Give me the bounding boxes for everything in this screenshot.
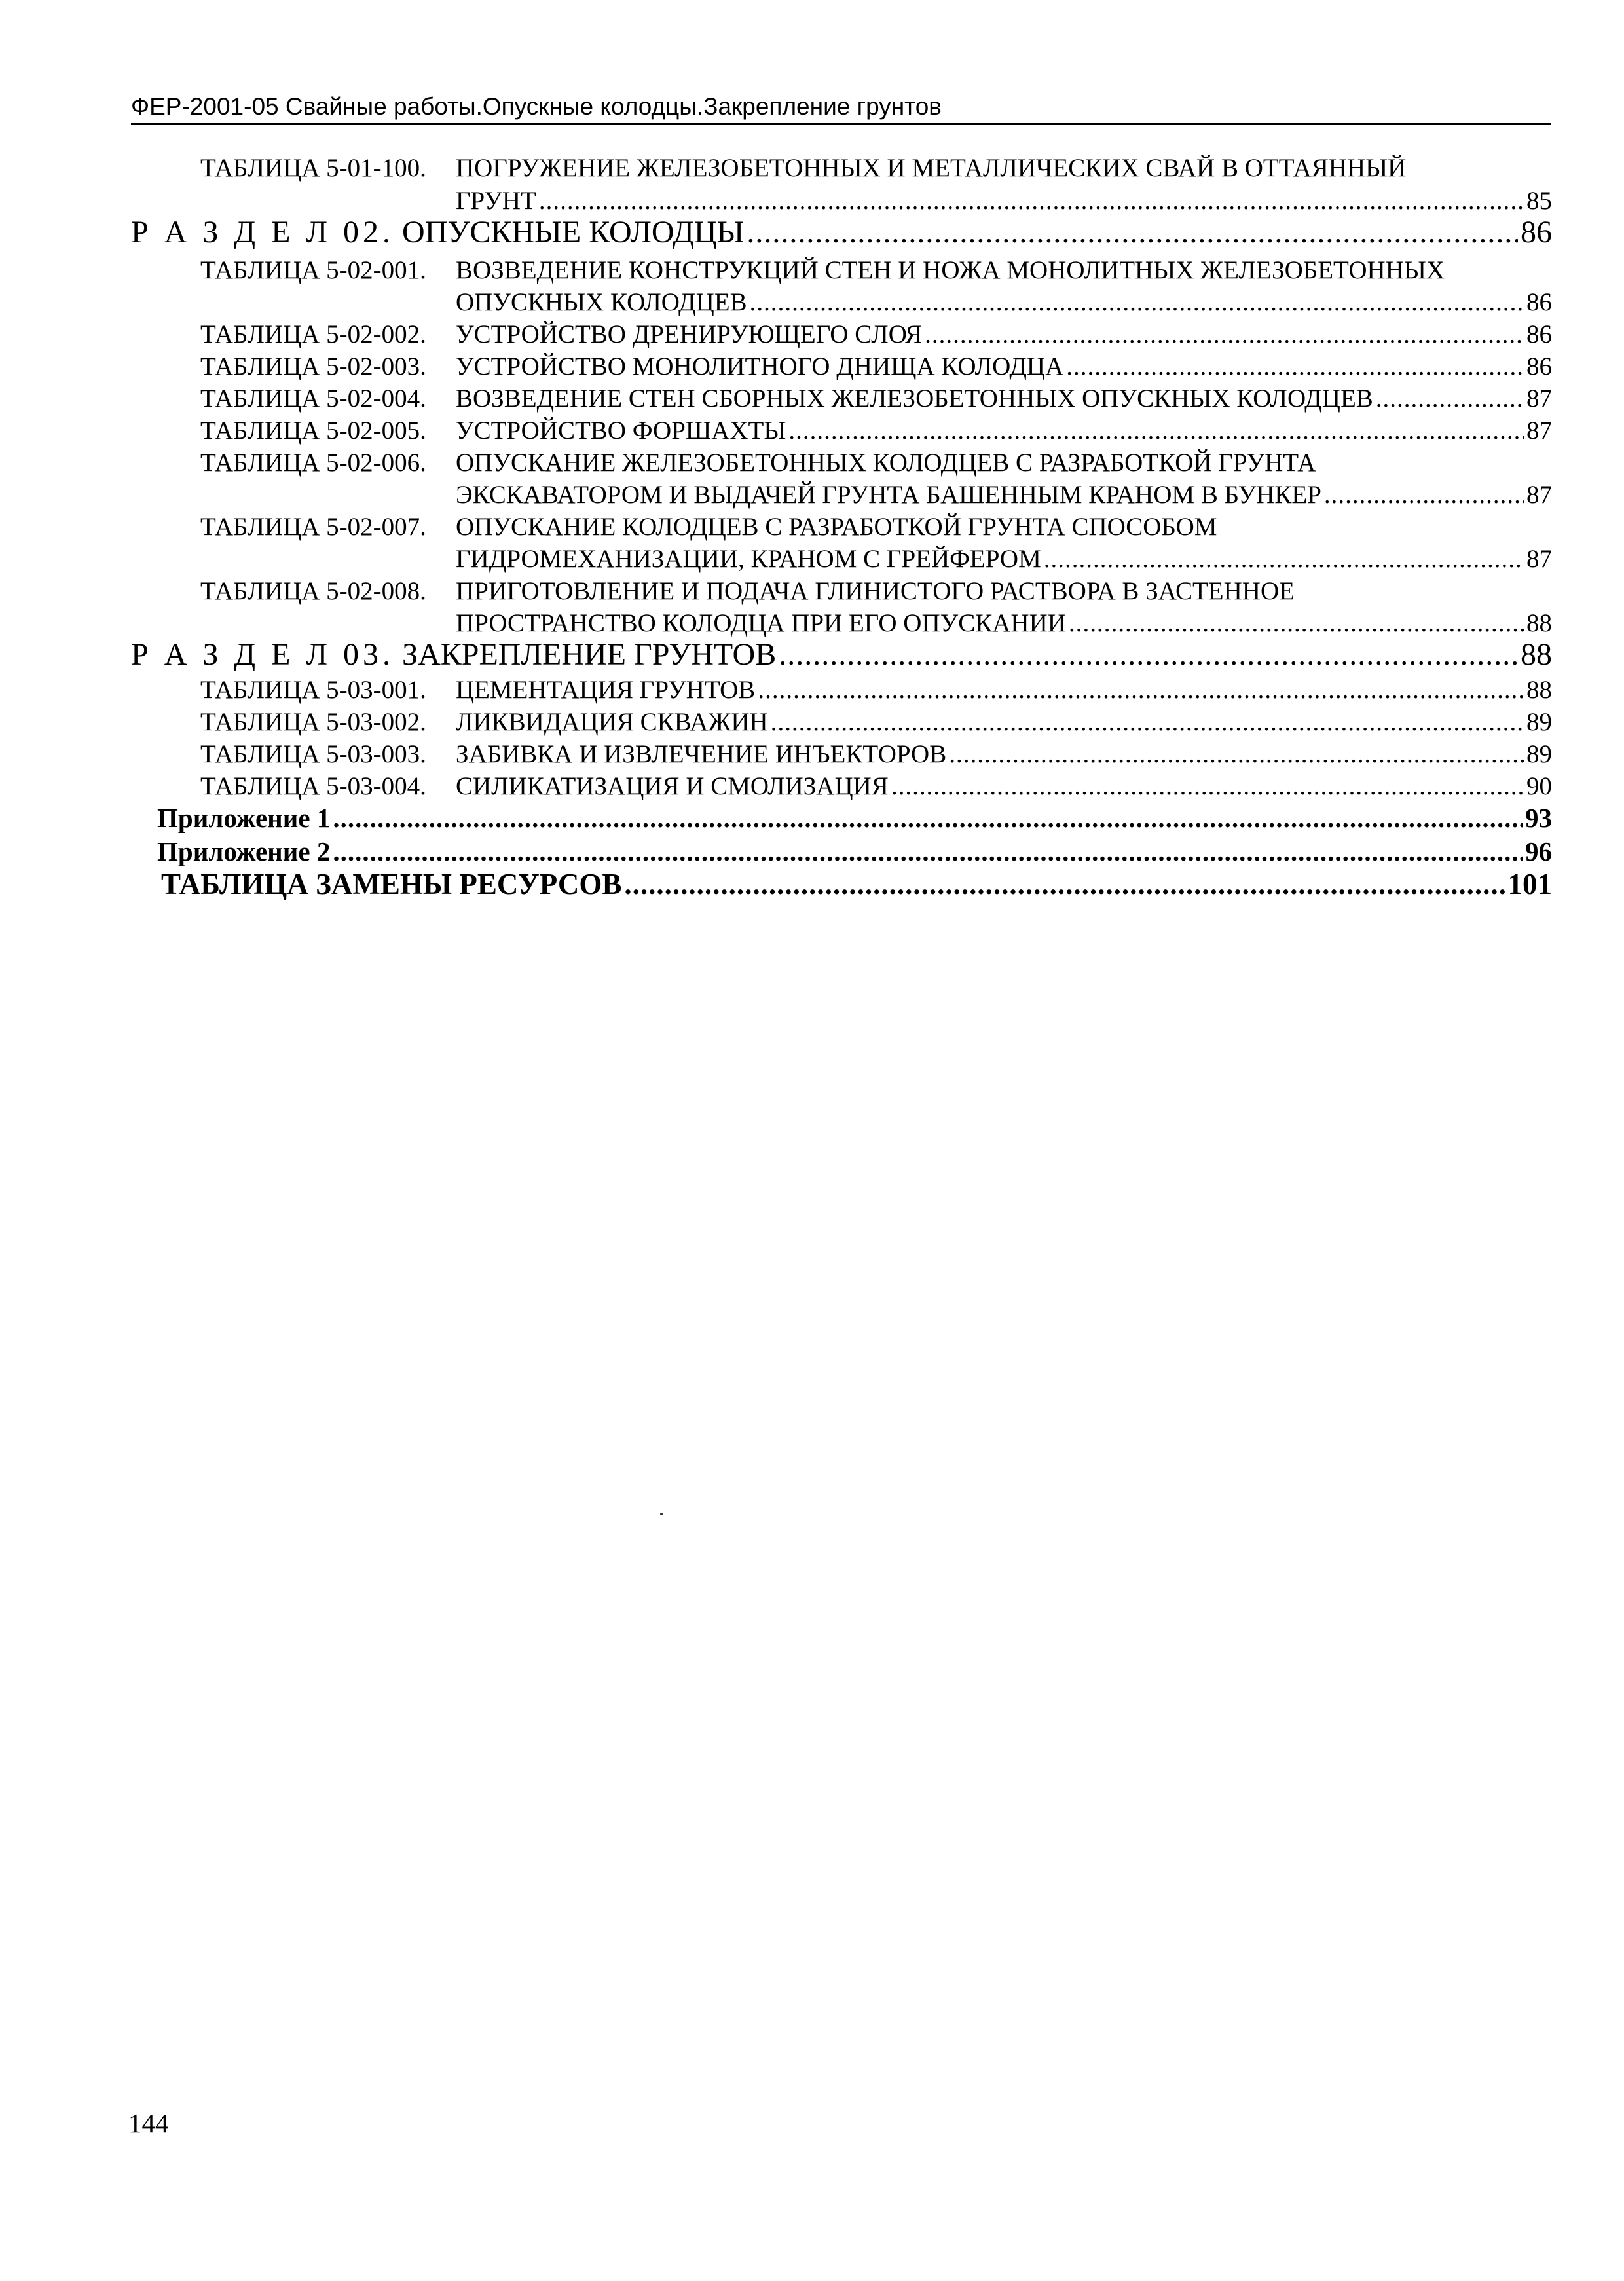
toc-page-number: 86 (1526, 320, 1552, 348)
dot-leader (891, 771, 1524, 802)
toc-table-code: ТАБЛИЦА 5-01-100. (200, 154, 426, 182)
scan-speck (660, 1513, 663, 1515)
toc-entry[interactable] (456, 415, 1552, 446)
toc-table-title-line: ЭКСКАВАТОРОМ И ВЫДАЧЕЙ ГРУНТА БАШЕННЫМ КРАНОМ В БУНКЕР (456, 481, 1321, 509)
toc-entry[interactable] (456, 383, 1552, 414)
toc-table-code: ТАБЛИЦА 5-02-002. (200, 320, 426, 348)
toc-page-number: 87 (1526, 481, 1552, 509)
toc-entry[interactable] (456, 544, 1552, 574)
toc-table-code: ТАБЛИЦА 5-02-003. (200, 352, 426, 380)
toc-table-title-line: ЗАБИВКА И ИЗВЛЕЧЕНИЕ ИНЪЕКТОРОВ (456, 740, 947, 768)
toc-table-title-line: ВОЗВЕДЕНИЕ КОНСТРУКЦИЙ СТЕН И НОЖА МОНОЛИТНЫХ ЖЕЛЕЗОБЕТОННЫХ (456, 256, 1445, 284)
page-number: 144 (128, 2108, 169, 2138)
toc-page-number: 88 (1526, 676, 1552, 704)
toc-page-number: 86 (1526, 352, 1552, 380)
toc-entry[interactable] (456, 479, 1552, 510)
section-label: Р А З Д Е Л 02. (131, 215, 395, 250)
toc-entry[interactable] (456, 739, 1552, 770)
toc-page-number: 86 (1521, 215, 1552, 250)
toc-table-code: ТАБЛИЦА 5-03-001. (200, 676, 426, 704)
toc-entry[interactable] (456, 707, 1552, 737)
toc-page-number: 96 (1525, 836, 1552, 866)
toc-section-entry[interactable] (131, 214, 1552, 251)
toc-table-title-line: УСТРОЙСТВО ДРЕНИРУЮЩЕГО СЛОЯ (456, 320, 923, 348)
toc-table-title-line: ВОЗВЕДЕНИЕ СТЕН СБОРНЫХ ЖЕЛЕЗОБЕТОННЫХ ОПУСКНЫХ КОЛОДЦЕВ (456, 384, 1373, 413)
toc-table-title-line: ГРУНТ (456, 187, 536, 215)
toc-table-code: ТАБЛИЦА 5-02-004. (200, 384, 426, 413)
toc-page-number: 86 (1526, 288, 1552, 316)
toc-section-entry[interactable] (131, 637, 1552, 673)
toc-page-number: 87 (1526, 417, 1552, 445)
dot-leader (788, 415, 1524, 446)
toc-page-number: 88 (1526, 609, 1552, 637)
dot-leader (779, 637, 1518, 673)
toc-page-number: 89 (1526, 708, 1552, 736)
toc-page-number: 87 (1526, 545, 1552, 573)
section-title: ОПУСКНЫЕ КОЛОДЦЫ (402, 215, 745, 250)
toc-page-number: 89 (1526, 740, 1552, 768)
toc-table-code: ТАБЛИЦА 5-02-001. (200, 256, 426, 284)
appendix-title: Приложение 2 (157, 836, 331, 866)
toc-table-code: ТАБЛИЦА 5-02-005. (200, 417, 426, 445)
toc-page-number: 85 (1526, 187, 1552, 215)
toc-entry[interactable] (456, 319, 1552, 350)
dot-leader (1376, 383, 1524, 414)
dot-leader (1066, 351, 1524, 382)
toc-page-number: 90 (1526, 772, 1552, 800)
toc-page-number: 87 (1526, 384, 1552, 413)
toc-table-title-line: ГИДРОМЕХАНИЗАЦИИ, КРАНОМ С ГРЕЙФЕРОМ (456, 545, 1041, 573)
toc-entry[interactable] (456, 287, 1552, 318)
section-title: ЗАКРЕПЛЕНИЕ ГРУНТОВ (402, 637, 777, 672)
toc-page-number: 88 (1521, 637, 1552, 672)
toc-table-title-line: ОПУСКАНИЕ КОЛОДЦЕВ С РАЗРАБОТКОЙ ГРУНТА СПОСОБОМ (456, 513, 1217, 541)
toc-entry[interactable] (456, 771, 1552, 802)
toc-appendix-entry[interactable] (157, 802, 1552, 834)
toc-page-number: 93 (1525, 803, 1552, 833)
dot-leader (1324, 479, 1524, 510)
toc-table-title-line: ПРИГОТОВЛЕНИЕ И ПОДАЧА ГЛИНИСТОГО РАСТВОРА В ЗАСТЕННОЕ (456, 577, 1295, 605)
dot-leader (747, 214, 1518, 251)
dot-leader (624, 867, 1505, 901)
toc-appendix-entry[interactable] (157, 836, 1552, 867)
dot-leader (750, 287, 1524, 318)
dot-leader (1069, 608, 1524, 639)
dot-leader (539, 185, 1524, 216)
toc-table-title-line: ОПУСКНЫХ КОЛОДЦЕВ (456, 288, 747, 316)
toc-table-code: ТАБЛИЦА 5-02-007. (200, 513, 426, 541)
dot-leader (333, 802, 1522, 834)
toc-table-title-line: СИЛИКАТИЗАЦИЯ И СМОЛИЗАЦИЯ (456, 772, 889, 800)
appendix-title: Приложение 1 (157, 803, 331, 833)
toc-table-title-line: УСТРОЙСТВО МОНОЛИТНОГО ДНИЩА КОЛОДЦА (456, 352, 1064, 380)
toc-page-number: 101 (1507, 868, 1552, 900)
toc-table-title-line: ЛИКВИДАЦИЯ СКВАЖИН (456, 708, 768, 736)
toc-table-code: ТАБЛИЦА 5-03-004. (200, 772, 426, 800)
dot-leader (771, 707, 1524, 737)
toc-entry[interactable] (456, 351, 1552, 382)
toc-entry[interactable] (456, 675, 1552, 705)
toc-entry[interactable] (456, 185, 1552, 216)
toc-table-code: ТАБЛИЦА 5-03-002. (200, 708, 426, 736)
dot-leader (925, 319, 1524, 350)
toc-table-title-line: ОПУСКАНИЕ ЖЕЛЕЗОБЕТОННЫХ КОЛОДЦЕВ С РАЗРАБОТКОЙ ГРУНТА (456, 449, 1316, 477)
table-of-contents (0, 0, 1624, 982)
toc-table-code: ТАБЛИЦА 5-02-006. (200, 449, 426, 477)
dot-leader (758, 675, 1524, 705)
toc-table-title-line: ЦЕМЕНТАЦИЯ ГРУНТОВ (456, 676, 756, 704)
toc-entry[interactable] (456, 608, 1552, 639)
toc-replacement-entry[interactable] (161, 867, 1552, 901)
section-label: Р А З Д Е Л 03. (131, 637, 395, 672)
running-header: ФЕР-2001-05 Свайные работы.Опускные колодцы.Закрепление грунтов (131, 93, 942, 120)
toc-table-title-line: ПРОСТРАНСТВО КОЛОДЦА ПРИ ЕГО ОПУСКАНИИ (456, 609, 1066, 637)
dot-leader (1044, 544, 1524, 574)
toc-table-code: ТАБЛИЦА 5-02-008. (200, 577, 426, 605)
toc-table-code: ТАБЛИЦА 5-03-003. (200, 740, 426, 768)
toc-table-title-line: ПОГРУЖЕНИЕ ЖЕЛЕЗОБЕТОННЫХ И МЕТАЛЛИЧЕСКИХ СВАЙ В ОТТАЯННЫЙ (456, 154, 1407, 182)
dot-leader (949, 739, 1524, 770)
replacement-table-title: ТАБЛИЦА ЗАМЕНЫ РЕСУРСОВ (161, 868, 622, 900)
dot-leader (333, 836, 1522, 867)
toc-table-title-line: УСТРОЙСТВО ФОРШАХТЫ (456, 417, 786, 445)
